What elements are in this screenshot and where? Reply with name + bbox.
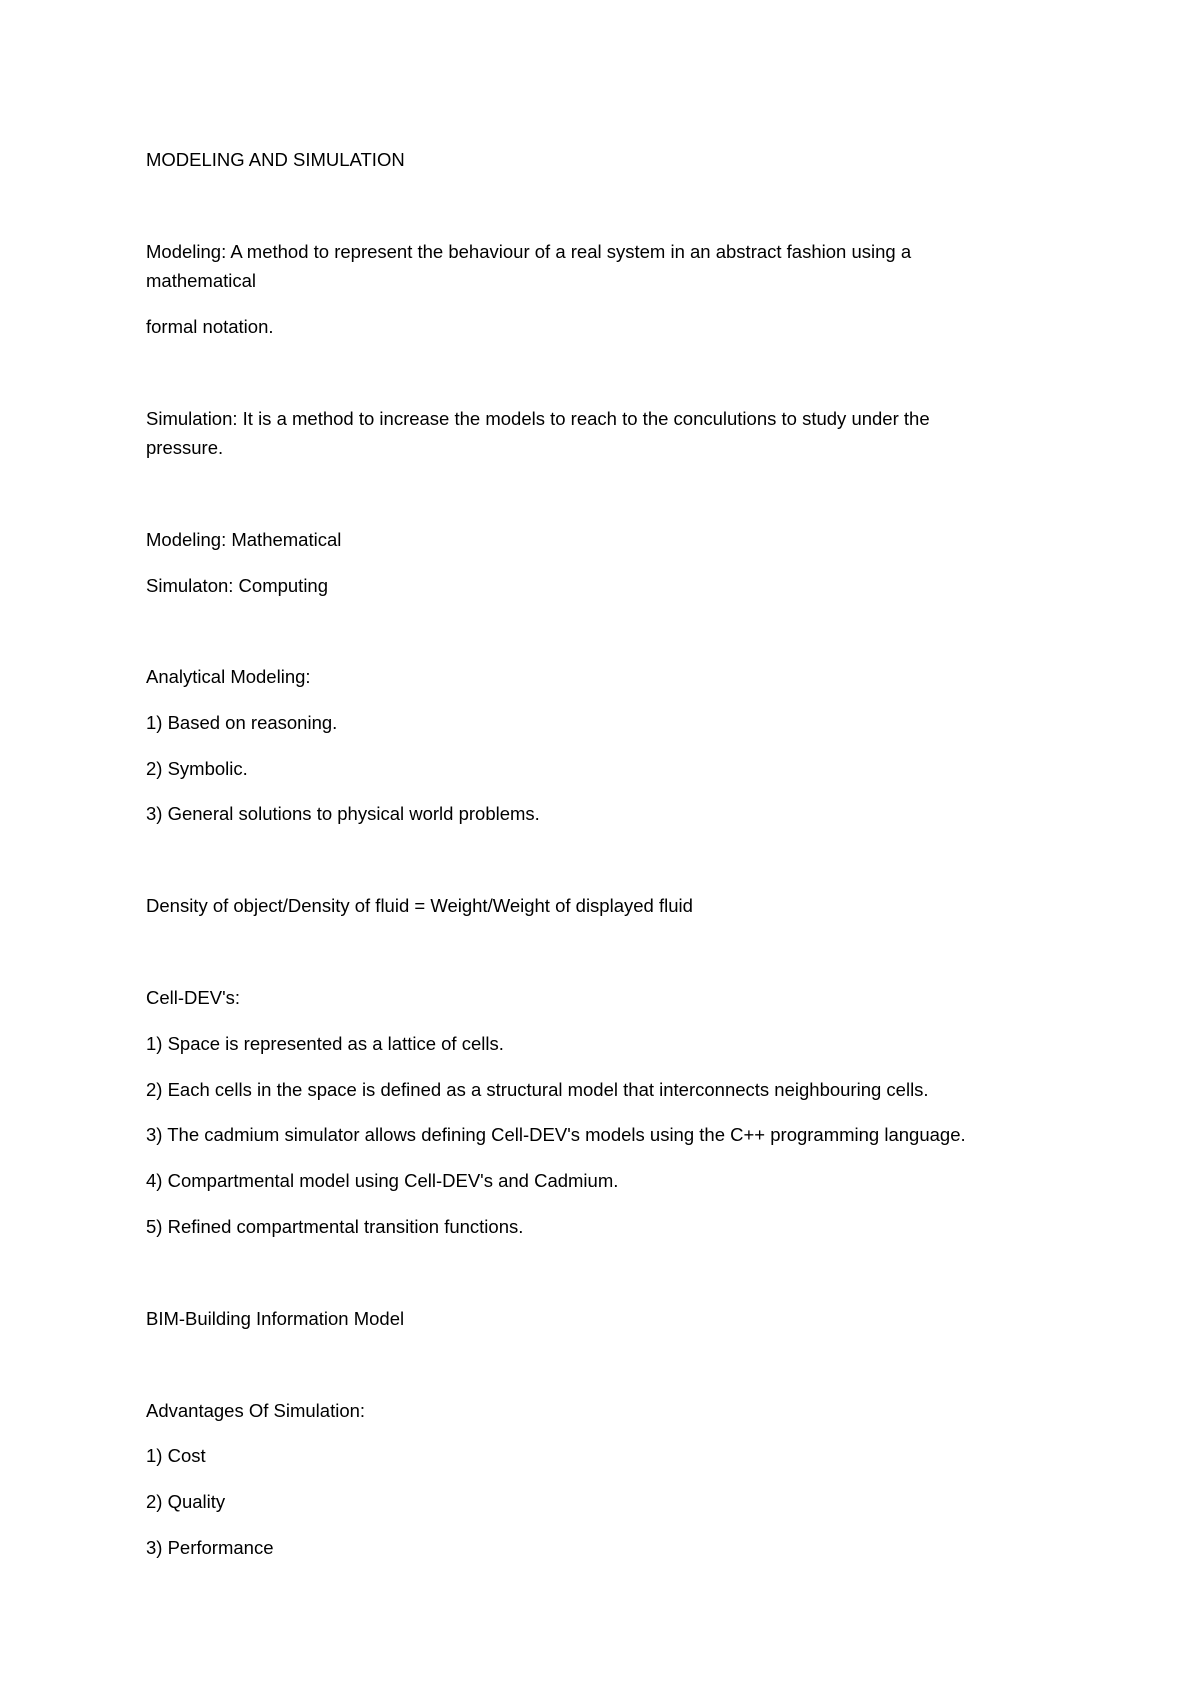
cell-dev-heading: Cell-DEV's:: [146, 987, 240, 1008]
list-item: 3) General solutions to physical world problems.: [146, 803, 540, 824]
modeling-definition-line-2: mathematical: [146, 270, 257, 291]
advantages-heading: Advantages Of Simulation:: [146, 1400, 366, 1421]
simulation-definition-line-2: pressure.: [146, 437, 224, 458]
simulation-type: Simulaton: Computing: [146, 575, 329, 596]
bim-line: BIM-Building Information Model: [146, 1308, 405, 1329]
list-item: 1) Space is represented as a lattice of cells.: [146, 1033, 504, 1054]
analytical-modeling-heading: Analytical Modeling:: [146, 666, 311, 687]
list-item: 1) Based on reasoning.: [146, 712, 338, 733]
list-item: 2) Each cells in the space is defined as a structural model that interconnects neighbouring cells.: [146, 1079, 929, 1100]
list-item: 3) Performance: [146, 1537, 274, 1558]
list-item: 1) Cost: [146, 1445, 206, 1466]
list-item: 2) Symbolic.: [146, 758, 248, 779]
document-title: MODELING AND SIMULATION: [146, 149, 405, 170]
list-item: 3) The cadmium simulator allows defining Cell-DEV's models using the C++ programming language.: [146, 1124, 966, 1145]
density-formula: Density of object/Density of fluid = Weight/Weight of displayed fluid: [146, 895, 693, 916]
list-item: 4) Compartmental model using Cell-DEV's and Cadmium.: [146, 1170, 619, 1191]
modeling-type: Modeling: Mathematical: [146, 529, 342, 550]
modeling-definition-line-3: formal notation.: [146, 316, 274, 337]
list-item: 5) Refined compartmental transition functions.: [146, 1216, 524, 1237]
simulation-definition-line-1: Simulation: It is a method to increase the models to reach to the conculutions to study under the: [146, 408, 930, 429]
modeling-definition-line-1: Modeling: A method to represent the behaviour of a real system in an abstract fashion using a: [146, 241, 912, 262]
list-item: 2) Quality: [146, 1491, 226, 1512]
